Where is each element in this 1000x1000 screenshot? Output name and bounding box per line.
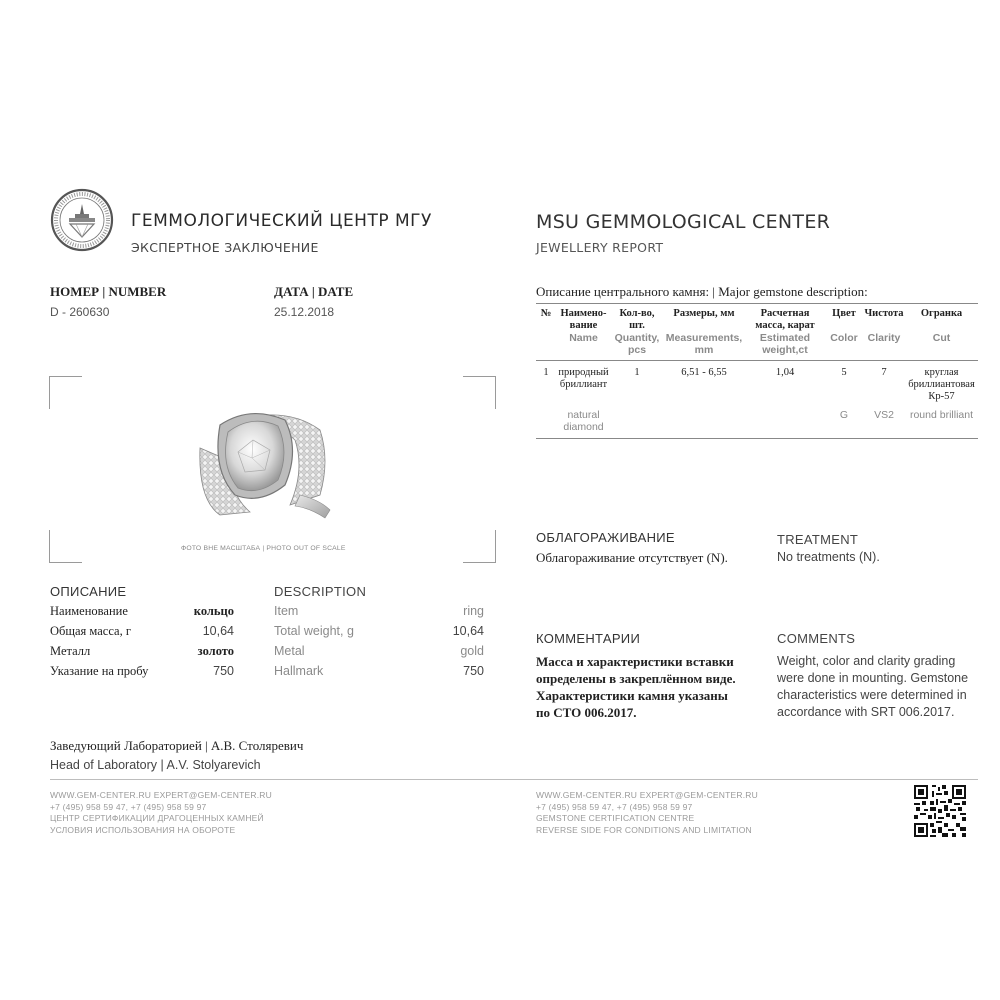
photo-note: ФОТО ВНЕ МАСШТАБА | PHOTO OUT OF SCALE bbox=[181, 545, 346, 552]
col-header-en: Quantity, pcs bbox=[614, 332, 660, 356]
comments-text-ru: Масса и характеристики вставки определены в закреплённом виде. Характеристики камня указаны по СТО 006.2017. bbox=[536, 654, 736, 720]
description-title-ru: ОПИСАНИЕ bbox=[50, 584, 127, 599]
treatment-text-en: No treatments (N). bbox=[777, 550, 880, 564]
footer-line: REVERSE SIDE FOR CONDITIONS AND LIMITATION bbox=[536, 824, 752, 835]
table-cell: 1 bbox=[634, 367, 640, 378]
description-title-en: DESCRIPTION bbox=[274, 584, 367, 599]
table-cell: круглая бриллиантовая Кр-57 bbox=[908, 367, 975, 402]
col-header-ru: Размеры, мм bbox=[673, 308, 735, 319]
description-value-en: 750 bbox=[463, 664, 484, 678]
ring-photo bbox=[190, 400, 340, 525]
number-value: D - 260630 bbox=[50, 305, 110, 319]
org-name-ru: ГЕММОЛОГИЧЕСКИЙ ЦЕНТР МГУ bbox=[131, 211, 432, 231]
msu-logo bbox=[50, 188, 114, 252]
description-label-en: Hallmark bbox=[274, 664, 324, 678]
table-cell: 5 bbox=[841, 367, 847, 378]
treatment-text-ru: Облагораживание отсутствует (N). bbox=[536, 550, 728, 565]
table-cell: natural diamond bbox=[563, 409, 604, 433]
description-label-en: Metal bbox=[274, 644, 305, 658]
table-cell: 1 bbox=[543, 367, 549, 378]
table-row bbox=[536, 361, 978, 404]
gemstone-title: Описание центрального камня: | Major gemstone description: bbox=[536, 284, 868, 299]
date-label: ДАТА | DATE bbox=[274, 284, 354, 299]
photo-frame-corner bbox=[49, 530, 82, 563]
footer-line: ЦЕНТР СЕРТИФИКАЦИИ ДРАГОЦЕННЫХ КАМНЕЙ bbox=[50, 813, 264, 823]
description-label-ru: Наименование bbox=[50, 604, 128, 618]
photo-frame-corner bbox=[463, 376, 496, 409]
col-header-ru: Цвет bbox=[832, 308, 856, 319]
gem-header-ru-row bbox=[536, 305, 978, 332]
description-label-en: Total weight, g bbox=[274, 624, 354, 638]
comments-title-ru: КОММЕНТАРИИ bbox=[536, 631, 641, 646]
col-header-en: Cut bbox=[932, 332, 951, 344]
treatment-title-en: TREATMENT bbox=[777, 532, 859, 547]
gem-header-en-row bbox=[536, 332, 978, 361]
description-value-ru: золото bbox=[197, 644, 234, 658]
date-value: 25.12.2018 bbox=[274, 305, 335, 319]
table-cell: G bbox=[839, 409, 849, 421]
photo-frame-corner bbox=[463, 530, 496, 563]
col-header-en: Estimated weight,ct bbox=[759, 332, 811, 356]
table-cell bbox=[536, 403, 556, 439]
number-label: НОМЕР | NUMBER bbox=[50, 284, 167, 299]
table-cell: 6,51 - 6,55 bbox=[681, 367, 727, 378]
footer-line: WWW.GEM-CENTER.RU EXPERT@GEM-CENTER.RU bbox=[536, 790, 758, 800]
col-header-en: Name bbox=[569, 332, 598, 344]
col-header-en: Clarity bbox=[867, 332, 901, 344]
description-value-ru: 750 bbox=[213, 664, 234, 678]
signature-ru: Заведующий Лабораторией | А.В. Столяревич bbox=[50, 738, 304, 753]
col-header-ru: Кол-во, шт. bbox=[619, 308, 655, 331]
table-cell: 7 bbox=[881, 367, 887, 378]
table-cell bbox=[611, 403, 663, 439]
col-header-ru: Чистота bbox=[864, 308, 904, 319]
col-header-en: Measurements, mm bbox=[665, 332, 743, 356]
org-name-en: MSU GEMMOLOGICAL CENTER bbox=[536, 211, 831, 233]
report-type-en: JEWELLERY REPORT bbox=[536, 240, 664, 255]
description-label-en: Item bbox=[274, 604, 299, 618]
treatment-title-ru: ОБЛАГОРАЖИВАНИЕ bbox=[536, 530, 675, 545]
description-value-ru: 10,64 bbox=[202, 624, 234, 638]
table-cell bbox=[663, 403, 745, 439]
footer-line: +7 (495) 958 59 47, +7 (495) 958 59 97 bbox=[50, 801, 207, 812]
description-label-ru: Металл bbox=[50, 644, 91, 658]
table-cell: round brilliant bbox=[909, 409, 974, 421]
divider bbox=[536, 303, 978, 304]
footer-divider bbox=[50, 779, 978, 780]
table-cell bbox=[745, 403, 825, 439]
col-header-en bbox=[536, 332, 556, 361]
photo-frame-corner bbox=[49, 376, 82, 409]
description-value-en: 10,64 bbox=[452, 624, 484, 638]
description-value-en: ring bbox=[463, 604, 484, 618]
table-row bbox=[536, 403, 978, 439]
col-header-en: Color bbox=[830, 332, 858, 344]
description-value-en: gold bbox=[460, 644, 484, 658]
comments-text-en: Weight, color and clarity grading were done in mounting. Gemstone characteristics were determined in accordance with SRT 006.2017. bbox=[777, 654, 969, 719]
signature-en: Head of Laboratory | A.V. Stolyarevich bbox=[50, 758, 261, 772]
col-header-ru: Расчетная масса, карат bbox=[755, 308, 815, 331]
table-cell: VS2 bbox=[874, 409, 894, 421]
footer-line: УСЛОВИЯ ИСПОЛЬЗОВАНИЯ НА ОБОРОТЕ bbox=[50, 824, 236, 835]
report-type-ru: ЭКСПЕРТНОЕ ЗАКЛЮЧЕНИЕ bbox=[131, 240, 319, 255]
footer-left bbox=[50, 790, 272, 836]
description-label-ru: Указание на пробу bbox=[50, 664, 149, 678]
gemstone-table bbox=[536, 305, 978, 439]
table-cell: 1,04 bbox=[775, 367, 795, 378]
col-header-ru: Огранка bbox=[920, 308, 963, 319]
col-header-ru: № bbox=[540, 308, 552, 319]
comments-title-en: COMMENTS bbox=[777, 631, 856, 646]
footer-right bbox=[536, 790, 758, 836]
footer-line: +7 (495) 958 59 47, +7 (495) 958 59 97 bbox=[536, 801, 693, 812]
qr-code bbox=[914, 785, 966, 837]
footer-line: GEMSTONE CERTIFICATION CENTRE bbox=[536, 813, 695, 823]
description-value-ru: кольцо bbox=[193, 604, 234, 618]
table-cell: природный бриллиант bbox=[558, 367, 609, 390]
footer-line: WWW.GEM-CENTER.RU EXPERT@GEM-CENTER.RU bbox=[50, 790, 272, 800]
description-label-ru: Общая масса, г bbox=[50, 624, 131, 638]
col-header-ru: Наимено-вание bbox=[560, 308, 607, 331]
